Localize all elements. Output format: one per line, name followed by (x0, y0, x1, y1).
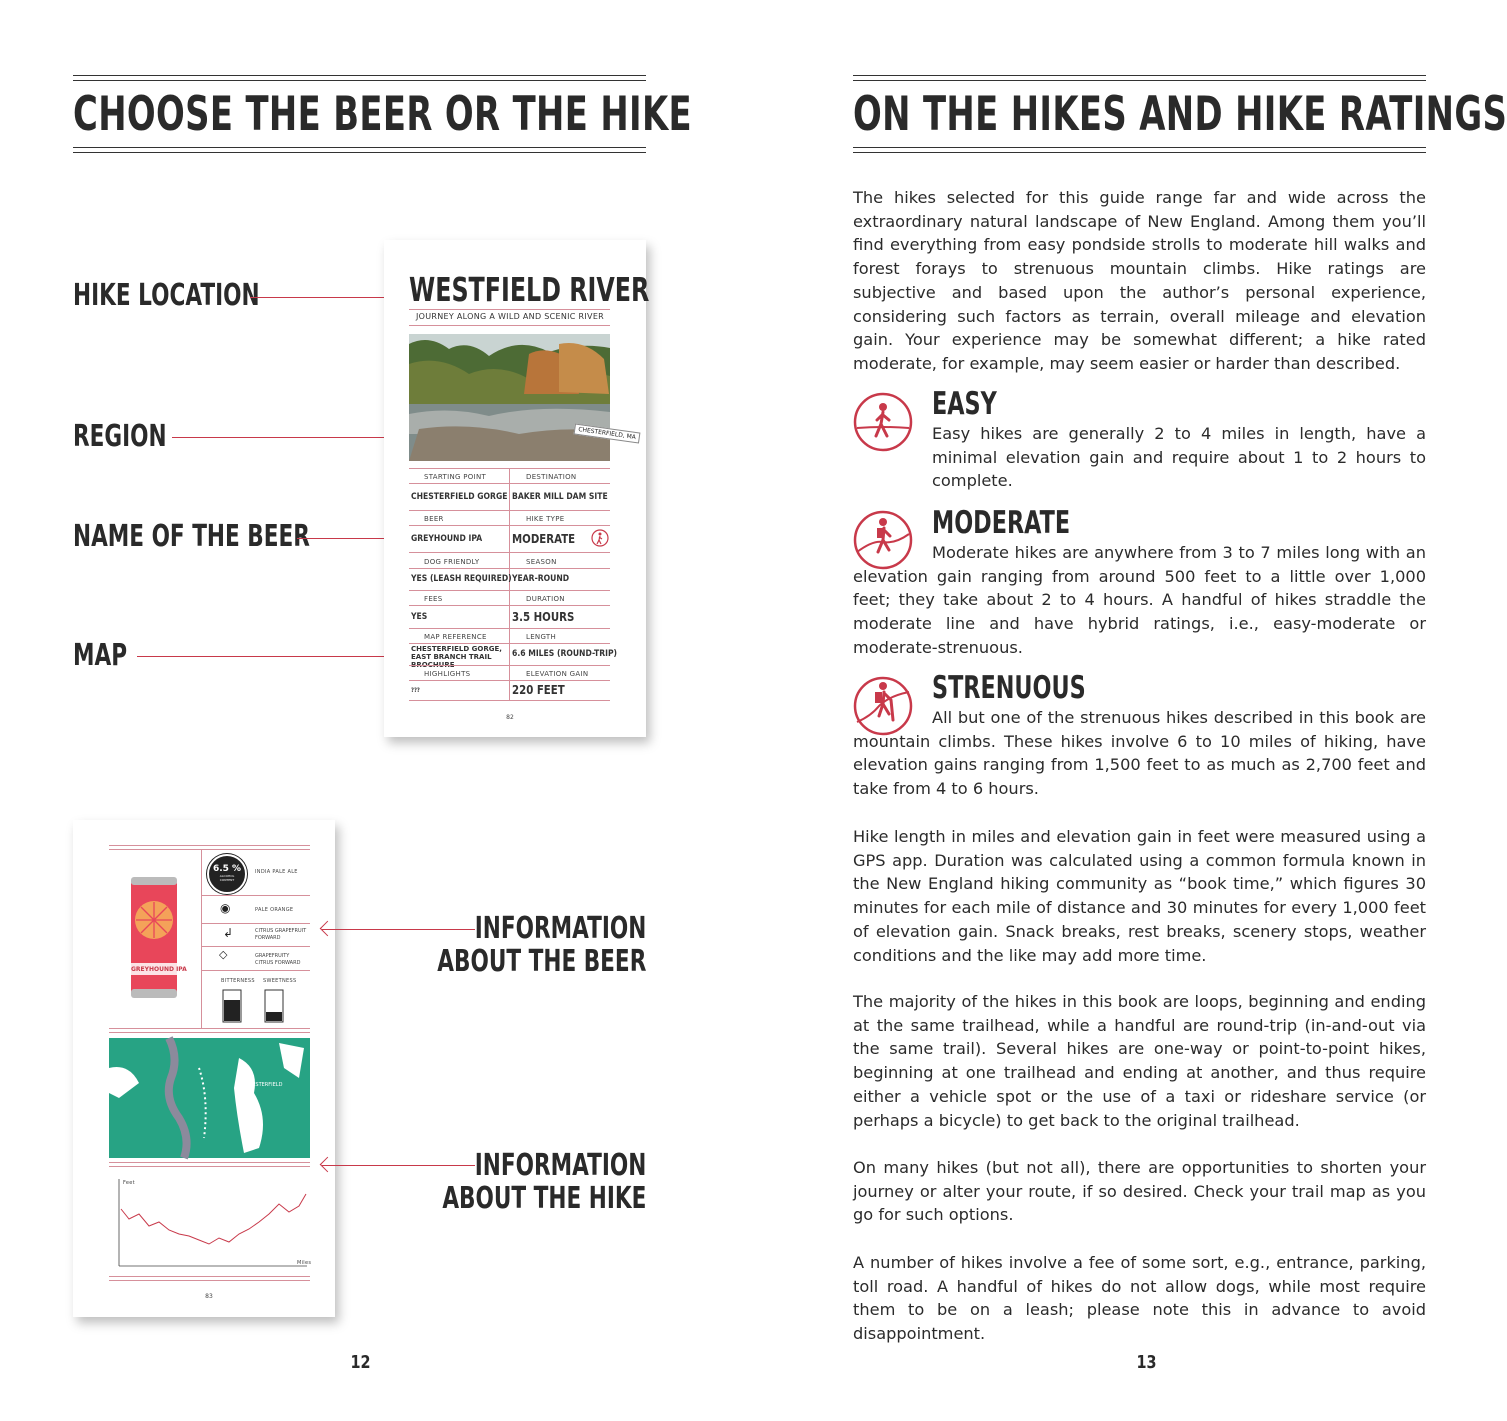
chart-ylabel: Feet (123, 1180, 135, 1186)
sample-page-number: 82 (506, 714, 514, 721)
label-region: REGION (73, 419, 167, 454)
right-page-number: 13 (1136, 1352, 1157, 1373)
highlights-label: HIGHLIGHTS (424, 670, 471, 678)
sweetness-label: SWEETNESS (263, 978, 297, 984)
label-info-beer-2: ABOUT THE BEER (436, 944, 646, 979)
bitterness-label: BITTERNESS (221, 978, 255, 984)
map-town: CHESTERFIELD (245, 1082, 283, 1088)
elevation-label: ELEVATION GAIN (526, 670, 589, 678)
region-tag: CHESTERFIELD, MA (574, 423, 641, 443)
right-page-title: ON THE HIKES AND HIKE RATINGS (853, 87, 1507, 142)
paragraph-loops: The majority of the hikes in this book are loops, beginning and ending at the same trailhead, while a handful are round-trip (in-and-out via the same trail). Several hikes are one-way or point-to-point hikes, beginning at one trailhead and ending at another, and thus require either a vehicle spot or the use of a taxi or rideshare service (or perhaps a bicycle) to get back to the original trailhead. (853, 992, 1426, 1130)
chart-xlabel: Miles (297, 1260, 312, 1266)
beer-can (129, 875, 187, 1000)
sample-beer-page (73, 820, 335, 1317)
map-ref-label: MAP REFERENCE (424, 633, 487, 641)
fees: YES (411, 612, 428, 622)
river-photo (409, 334, 610, 461)
moderate-text (853, 541, 1426, 660)
abv-value: 6.5 % (212, 864, 242, 874)
label-info-beer-1: INFORMATION (474, 911, 646, 946)
strenuous-text (853, 706, 1426, 801)
beer-aroma: CITRUS GRAPEFRUIT FORWARD (255, 928, 307, 941)
label-beer-name: NAME OF THE BEER (73, 519, 310, 554)
paragraph-shorten: On many hikes (but not all), there are opportunities to shorten your journey or alter your route, if so desired. Check your trail map as you go for such options. (853, 1158, 1426, 1225)
can-text: GREYHOUND IPA (131, 966, 187, 973)
nose-icon: ↲ (223, 926, 234, 940)
label-hike-location: HIKE LOCATION (73, 278, 260, 313)
abv-badge (207, 854, 247, 894)
fees-label: FEES (424, 595, 443, 603)
duration-label: DURATION (526, 595, 565, 603)
map-reference: CHESTERFIELD GORGE, EAST BRANCH TRAIL BROCHURE (411, 645, 502, 669)
hiker-icon (591, 529, 609, 547)
trail-map (109, 1038, 310, 1158)
bitterness-gauge (221, 988, 245, 1024)
starting-point: CHESTERFIELD GORGE (411, 492, 508, 502)
abv-label: ALCOHOL CONTENT (219, 874, 235, 882)
sweetness-gauge (263, 988, 287, 1024)
strenuous-text-content: All but one of the strenuous hikes described in this book are mountain climbs. These hikes involve 6 to 10 miles of hiking, have elevation gains ranging from 1,500 feet to as much as 2,700 feet and take from 4 to 6 hours. (853, 708, 1426, 799)
elevation-gain: 220 FEET (512, 683, 565, 697)
beer-color: PALE ORANGE (255, 907, 294, 913)
sample-hike-page (384, 240, 650, 737)
easy-text: Easy hikes are generally 2 to 4 miles in length, have a minimal elevation gain and require about 1 to 2 hours to complete. (932, 424, 1426, 491)
length: 6.6 MILES (ROUND-TRIP) (512, 649, 618, 659)
duration: 3.5 HOURS (512, 610, 575, 624)
strenuous-title: STRENUOUS (932, 670, 1086, 706)
label-info-hike-2: ABOUT THE HIKE (441, 1181, 646, 1216)
hike-type-label: HIKE TYPE (526, 515, 565, 523)
easy-hiker-icon (853, 392, 913, 452)
dog-friendly: YES (LEASH REQUIRED) (411, 574, 512, 584)
paragraph-measurement: Hike length in miles and elevation gain in feet were measured using a GPS app. Duration was calculated using a common formula known in the New England hiking community as “book time,” which figures 30 minutes for each mile of distance and 30 minutes for every 1,000 feet of elevation gain. Snack breaks, rest breaks, scenery stops, weather conditions and the like may add more time. (853, 827, 1426, 965)
length-label: LENGTH (526, 633, 557, 641)
beer-label: BEER (424, 515, 444, 523)
elevation-chart (109, 1174, 310, 1274)
beer-name: GREYHOUND IPA (411, 534, 483, 544)
beer-taste: GRAPEFRUITY CITRUS FORWARD (255, 953, 301, 966)
tongue-icon: ◇ (219, 948, 228, 961)
highlights: ??? (411, 687, 420, 694)
destination: BAKER MILL DAM SITE (512, 492, 608, 502)
easy-title: EASY (932, 386, 997, 422)
left-page-title: CHOOSE THE BEER OR THE HIKE (73, 87, 693, 142)
left-page-number: 12 (350, 1352, 371, 1373)
hike-type: MODERATE (512, 532, 576, 546)
sample2-page-number: 83 (205, 1293, 213, 1300)
moderate-title: MODERATE (932, 505, 1071, 541)
sample-subtitle: JOURNEY ALONG A WILD AND SCENIC RIVER (415, 312, 605, 321)
dog-label: DOG FRIENDLY (424, 558, 480, 566)
paragraph-fees: A number of hikes involve a fee of some sort, e.g., entrance, parking, toll road. A handful of hikes do not allow dogs, while most require them to be on a leash; please note this in advance to avoid disappointment. (853, 1253, 1426, 1344)
starting-point-label: STARTING POINT (424, 473, 487, 481)
moderate-text-content: Moderate hikes are anywhere from 3 to 7 miles long with an elevation gain ranging from around 500 feet to a little over 1,000 feet; they take about 2 to 4 hours. A handful of hikes straddle the moderate line and have hybrid ratings, i.e., easy-moderate or moderate-strenuous. (853, 543, 1426, 657)
season-label: SEASON (526, 558, 557, 566)
label-map: MAP (73, 638, 128, 673)
season: YEAR-ROUND (512, 574, 570, 584)
intro-paragraph: The hikes selected for this guide range far and wide across the extraordinary natural landscape of New England. Among them you’ll find everything from easy pondside strolls to moderate hill walks and forest forays to strenuous mountain climbs. Hike ratings are subjective and based upon the author’s personal experience, considering such factors as terrain, overall mileage and elevation gain. Your experience may be somewhat different; a hike rated moderate, for example, may seem easier or harder than described. (853, 188, 1426, 373)
eye-icon: ◉ (220, 901, 231, 915)
beer-style: INDIA PALE ALE (255, 869, 298, 875)
sample-title: WESTFIELD RIVER (409, 270, 650, 309)
label-info-hike-1: INFORMATION (474, 1148, 646, 1183)
destination-label: DESTINATION (526, 473, 577, 481)
